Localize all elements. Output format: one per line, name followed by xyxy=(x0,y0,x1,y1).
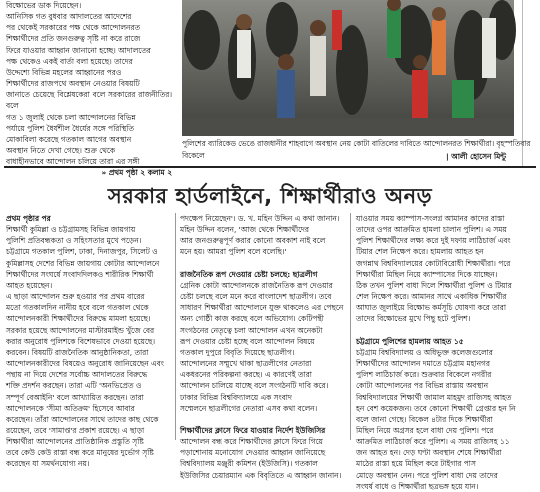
article-line xyxy=(180,258,346,269)
article-line: শিক্ষার্থীদের আন্দোলন দমাতে চট্টগ্রাম মহানগর xyxy=(356,359,490,369)
article-line: আন্দোলন চালিয়ে যাচ্ছে বলে সংগঠনটি দাবি করে। xyxy=(180,381,329,391)
article-line: গত ১ জুলাই থেকে চলা আন্দোলনের বিভিন্ন xyxy=(6,112,136,122)
article-line: আন্দোলনকারীদের বিষয়েও অনুরোধ জানিয়েছেন এবং xyxy=(6,359,164,369)
article-line: পড়াশোনায় মনোযোগ দেওয়ার আহ্বান জানিয়েছে xyxy=(180,448,326,458)
article-line: পর্যায়ে পুলিশ ধৈর্যশীল ধৈর্যের সঙ্গে পরিস্থিতি xyxy=(6,123,134,133)
article-line: আন্দোলনকারী শিক্ষার্থীদের বিরুদ্ধে মামলা হয়েছে। xyxy=(6,314,151,324)
section-subheading: রাজনৈতিক রূপ দেওয়ার চেষ্টা চলছে: ছাত্রলীগ xyxy=(180,269,318,279)
article-line: সরকার হয়েছে আন্দোলনের মাস্টারমাইন্ড খুঁজে বের xyxy=(6,325,155,335)
article-line: কোটা আন্দোলনের পর বিভিন্ন রাস্তায় অবস্থান xyxy=(356,381,488,391)
article-line: পুলিশি প্রতিবন্ধকতা ও সহিংসতার মুখে পড়েন। xyxy=(6,236,142,246)
article-line: শিক্ষার্থীরা মিছিল নিয়ে ক্যাম্পাসের দিকে যাচ্ছেন। xyxy=(356,269,498,279)
article-line: জানাতে চেয়েছে বিশ্লেষকেরা বলে সরকারের রাজনীতির। বলে xyxy=(6,90,172,111)
article-line: জগন্নাথ বিশ্ববিদ্যালয়ের কোটাবিরোধী শিক্ষার্থীরা। পরে xyxy=(356,258,511,268)
article-line: সাধারণ শিক্ষার্থীরা আন্দোলনে যুক্ত থাকলেও এর পেছনে xyxy=(180,303,344,313)
article-line: সংঘর্ষ বাধে ও শিক্ষার্থীরা ছত্রভঙ্গ হয়ে যান। xyxy=(356,481,479,491)
article-line: বিশ্ববিদ্যালয় মঞ্জুরী কমিশন (ইউজিসি)। গতকাল xyxy=(180,459,318,469)
article-line: কুমিল্লাসহ দেশের বিভিন্ন জায়গায় কোটার আন্দোলনে xyxy=(6,258,160,268)
news-photo xyxy=(182,0,514,136)
article-line xyxy=(356,325,532,336)
article-line: বাধাহীনভাবে আন্দোলন চলিয়ে তারা এর সঙ্গী xyxy=(6,157,140,167)
article-line: তাদের বিক্ষোভের মুখে পিছু হটে পুলিশ। xyxy=(356,314,471,324)
article-line: হন বেশ কয়েকজন। তবে কোনো শিক্ষার্থী গ্রেপ্তার হন নি xyxy=(356,403,516,413)
article-line: ইউজিসির চেয়ারম্যান এক বিবৃতিতে এ আহ্বান জানান। xyxy=(180,470,342,480)
article-line: আহত হয়েছেন। xyxy=(6,280,53,290)
article-line: সম্পূর্ণ বেআইনি' বলে আখ্যায়িত করছেন। তারা xyxy=(6,392,144,402)
article-line: মোকাবিলা করেছে গতকাল আগের অবস্থান xyxy=(6,134,132,144)
article-line: চেষ্টা চলছে বলে মনে করে বাংলাদেশ ছাত্রলীগ। তবে xyxy=(180,292,332,302)
article-line: অবস্থান নিতে দেখা গেছে। শুক্র থেকে xyxy=(6,146,116,156)
article-line: করবেন। বিষয়টি রাজনৈতিক আনুষ্ঠানিকতা, তারা xyxy=(6,347,149,357)
article-line: রয়েছেন, তবে 'সামাপ্ত'র প্রকাশ রয়েছে। এ ছাড়া xyxy=(6,425,145,435)
article-line: সম্মেলনে ছাত্রলীগের নেতারা এসব কথা বলেন। xyxy=(180,403,318,413)
article-line: করার অনুরোধ পুলিশকে বিশেষভাবে দেওয়া হয়েছে। xyxy=(6,336,155,346)
article-line: আর জনগুরুত্বপূর্ণ করার কোনো অবকাশ নাই বলে xyxy=(180,236,326,246)
article-line xyxy=(180,414,346,425)
article-line: শিক্ষার্থীরা আন্দোলনের প্রাতিষ্ঠানিক প্রস্তুতি সৃষ্টি xyxy=(6,437,144,447)
section-subheading: চট্টগ্রামে পুলিশের হামলায় আহত ১৫ xyxy=(356,336,464,346)
article-line: করেছেন। তাঁরা আন্দোলনের সাথে তাদের কাছ থেকে xyxy=(6,414,159,424)
article-line: রূপ দেওয়ার চেষ্টা হচ্ছে বলে আন্দোলন বিষয়ে xyxy=(180,336,315,346)
article-line: মহিন উদ্দিন বলেন, 'আজ থেকে শিক্ষার্থীদের xyxy=(180,225,309,235)
article-line: পর থেকেই সরকারের পক্ষ থেকে আন্দোলনরত xyxy=(6,23,141,33)
article-line: এ ছাড়া আন্দোলন শুরু হওয়ার পর প্রথম বারের xyxy=(6,292,145,302)
photo-credit-line xyxy=(182,152,532,164)
continuation-marker: » প্রথম পৃষ্ঠা ২ কলাম ২ xyxy=(101,168,172,178)
article-line: অন্য গোষ্ঠী কাজ করছে বলে অভিযোগ। কেটিপন্থী xyxy=(180,314,324,324)
article-line: শিক্ষার্থীদের সংঘর্ষে সংবাদদিলকও শারীরিক শিক্ষার্থী xyxy=(6,269,154,279)
article-column-3 xyxy=(356,213,532,491)
article-line: পুলিশ শিক্ষার্থীদের লক্ষ্য করে দুই দফায় লাঠিচার্জ এবং xyxy=(356,236,511,246)
article-line: মনে হয়। আমরা পুলিশ বলে বলেছি।' xyxy=(180,247,287,257)
article-line: তাদের ওপর আক্রমিত হামলা চালান পুলিশ। এ সময় xyxy=(356,225,507,235)
article-line: জন আহত হন। দেড় ঘণ্টা অবস্থান শেষে শিক্ষার্থীরা xyxy=(356,448,502,458)
article-line: শেল নিক্ষেপ করে। আমানর সাথে একাধিক শিক্ষার্থীর xyxy=(356,292,507,302)
article-line: ঠিক তখন পুলিশ বাধা দিলে শিক্ষার্থীরা পুলিশ ও টিয়ার xyxy=(356,280,512,290)
article-line: গ্রেনিক কোটা আন্দোলনকে রাজনৈতিক রূপ দেওয়ার xyxy=(180,280,333,290)
article-line: পদক্ষেপ নিয়েছেন'। ড. খ. মহিন উদ্দিন এ কথা জানান। xyxy=(180,214,340,223)
article-line: একধরনের পরিকল্পনা করছে। এ কারণেই তারা xyxy=(180,370,312,380)
article-line: পক্ষ থেকেও একই বার্তা বলা হয়েছে। তাদের xyxy=(6,56,133,66)
article-line: আনিসিক গত বুধবার আদালতের আদেশের xyxy=(6,12,132,22)
section-rule xyxy=(4,166,536,168)
article-line: বলে জানা গেছে। বিকেল ৪টার দিকে শিক্ষার্থীরা xyxy=(356,414,493,424)
article-line: শিক্ষার্থী কুমিল্লা ও চট্টগ্রামসহ বিভিন্ন জায়গায় xyxy=(6,225,136,235)
article-line: মতো গতকালদিন নানীয় হবে বলে গতকাল থেকে xyxy=(6,303,149,313)
article-line: পুলিশ লাঠিচার্জ করে। শুক্রবার বিকেলে নগরীর xyxy=(356,370,492,380)
article-line: আন্দোলনের সম্মুখে থাকা ছাত্রলীগের নেতারা xyxy=(180,359,312,369)
article-line: আন্দোলনকে 'সীমা অতিক্রম' হিসেবে আবার xyxy=(6,403,135,413)
photo-caption: পুলিশের ব্যারিকেড ভেঙে রাজধানীর শাহবাগে অবস্থান নেয় কোটা বাতিলের দাবিতে আন্দোলনরত শিক্ষার্থীরা। বৃহস্পতিবার বিকেলে xyxy=(182,139,531,160)
article-line: করেছেন যা সমর্থনযোগ্য নয়। xyxy=(6,459,90,469)
section-subheading: প্রথম পৃষ্ঠার পর xyxy=(6,214,51,223)
article-column-2 xyxy=(180,213,346,480)
article-line: চট্টগ্রামে গতকাল পুলিশ, ঢাকা, দিনাজপুর, সিলেট ও xyxy=(6,247,158,257)
column-divider xyxy=(350,213,351,440)
article-line: যাওয়ার সময় ক্যাম্পাস-সংলগ্ন আমানর কাদের রাস্তা xyxy=(356,214,505,223)
protest-photo-illustration xyxy=(182,0,514,136)
top-left-article-column xyxy=(6,0,172,180)
article-line: বিক্ষোভের ডাক দিয়েছেন। xyxy=(6,1,82,10)
article-line: শক্তি প্রদর্শন করছেন। তারা এটি 'অনভিপ্রেত ও xyxy=(6,381,142,391)
article-column-1 xyxy=(6,213,172,469)
article-line: চট্টগ্রাম বিশ্ববিদ্যালয় ও অধিভুক্ত কলেজগুলোর xyxy=(356,347,493,357)
article-line: আঘাত জুলাইয়ে বিক্ষোভ কর্মসূচি ঘোষণা করে তারা xyxy=(356,303,506,313)
article-line: আক্রমিত লাঠিচার্জ করে পুলিশ। এ সময় রাজিসহ ১১ xyxy=(356,437,510,447)
section-subheading: শিক্ষার্থীদের ক্লাসে ফিরে যাওয়ার নির্দেশ ইউজিসির xyxy=(180,425,326,435)
article-line: মাঠের রাস্তা হয়ে মিছিল করে টাইগার পাস xyxy=(356,459,476,469)
article-line: শিক্ষার্থীদের রাজপথে অবস্থান নেওয়ার বিষয়টি xyxy=(6,79,140,89)
article-line: ফিরে যাওয়ার আহ্বান জানানো হচ্ছে। আদালতের xyxy=(6,45,151,55)
article-line: বিশ্ববিদ্যালয়ের শিক্ষার্থী জামাল মাহমুদ রাজিসহ আহত xyxy=(356,392,512,402)
article-line: উদ্দেশ্যে বিভিন্ন মহলের আহ্বানের পরও xyxy=(6,67,122,77)
article-line: মোড়ে অবস্থান নেন। পরে পুলিশ বাধা দেয় তাদের xyxy=(356,470,498,480)
article-line: আন্দোলন বন্ধ করে শিক্ষার্থীদের ক্লাসে ফিরে গিয়ে xyxy=(180,437,323,447)
article-line: তবে কেউ কেউ রাস্তা বন্ধ করে মানুষের দুর্ভোগ সৃষ্টি xyxy=(6,448,154,458)
photo-credit: | আলী হোসেন মিন্টু xyxy=(446,152,506,161)
column-divider xyxy=(175,213,176,440)
article-line: শিক্ষার্থীদের প্রতি জনগুরুত্ব সৃষ্টি না করে রাজে xyxy=(6,34,141,44)
article-line: গতকাল দুপুরে বিবৃতি দিয়েছে ছাত্রলীগ। xyxy=(180,347,295,357)
article-line: সংগঠনের নেতৃত্বে চলা আন্দোলন এখন অনেকটা xyxy=(180,325,323,335)
article-line: মিছিল নিয়ে অগ্রসর হলে বাধা দেয় পুলিশ। পরে xyxy=(356,425,494,435)
article-line: ঢাকার বিভিন্ন বিশ্ববিদ্যালয়ে এক সংবাদ xyxy=(180,392,292,402)
article-line: পন্থায় না দিয়ে দেশের সর্বোচ্চ আদালতের বিরুদ্ধে xyxy=(6,370,148,380)
article-line: টিয়ার শেল নিক্ষেপ করে। হামলায় আহত হন xyxy=(356,247,484,257)
headline: সরকার হার্ডলাইনে, শিক্ষার্থীরাও অনড় xyxy=(107,184,433,208)
